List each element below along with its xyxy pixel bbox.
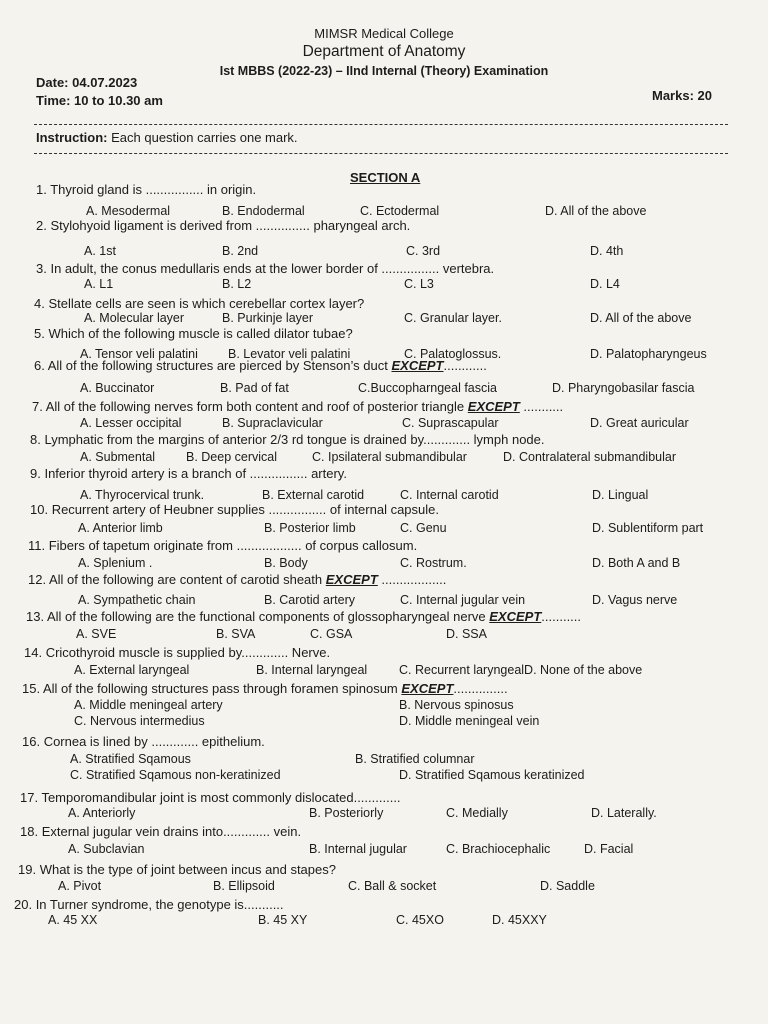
except-marker: EXCEPT [489,609,542,624]
question-text: Fibers of tapetum originate from .................. of corpus callosum. [48,538,418,553]
question-number: 13. [26,609,47,624]
answer-option: D. SSA [446,627,487,641]
question-number: 14. [24,645,46,660]
answer-option: B. Posterior limb [264,521,356,535]
question [24,645,330,660]
question-number: 2. [36,218,51,233]
answer-option: D. Lingual [592,488,649,502]
except-marker: EXCEPT [325,572,378,587]
question-text: Stylohyoid ligament is derived from ............... pharyngeal arch. [50,218,411,233]
answer-option: D. Saddle [540,879,595,893]
question-number: 15. [22,681,43,696]
question-number: 17. [20,790,42,805]
answer-option: B. Nervous spinosus [399,698,514,712]
answer-option: D. All of the above [545,204,647,218]
answer-option: B. Supraclavicular [222,416,323,430]
question [28,572,446,587]
answer-option: A. Sympathetic chain [78,593,196,607]
question [36,182,256,197]
answer-option: A. Tensor veli palatini [80,347,198,361]
answer-option: C. Granular layer. [404,311,502,325]
question-text: Cornea is lined by ............. epithelium. [43,734,265,749]
answer-option: A. Mesodermal [86,204,171,218]
answer-option: A. Buccinator [80,381,155,395]
question-text: Lymphatic from the margins of anterior 2/3 rd tongue is drained by............. lymph node. [44,432,545,447]
answer-option: C. Brachiocephalic [446,842,551,856]
question-number: 1. [36,182,51,197]
answer-option: A. Lesser occipital [80,416,182,430]
answer-option: A. Thyrocervical trunk. [80,488,205,502]
question-text: Which of the following muscle is called dilator tubae? [48,326,353,341]
answer-option: C. Medially [446,806,508,820]
answer-option: D. Great auricular [590,416,689,430]
answer-option: D. All of the above [590,311,692,325]
answer-option: A. 1st [84,244,116,258]
answer-option: D. Stratified Sqamous keratinized [399,768,585,782]
exam-time: Time: 10 to 10.30 am [36,93,163,108]
answer-option: B. Carotid artery [264,593,356,607]
except-marker: EXCEPT [391,358,444,373]
question-text: In Turner syndrome, the genotype is........... [35,897,284,912]
answer-option: A. Subclavian [68,842,145,856]
answer-option: C. L3 [404,277,434,291]
answer-option: B. Pad of fat [220,381,289,395]
question-number: 8. [30,432,45,447]
answer-option: D. Facial [584,842,634,856]
answer-option: B. 2nd [222,244,259,258]
question-number: 16. [22,734,44,749]
question [30,432,545,447]
answer-option: D. 45XXY [492,913,547,927]
question-text: Thyroid gland is ................ in origin. [50,182,257,197]
question-blank: ............ [443,358,487,373]
answer-option: C. Suprascapular [402,416,499,430]
answer-option: C. Ball & socket [348,879,437,893]
answer-option: B. SVA [216,627,256,641]
answer-option: A. Submental [80,450,156,464]
answer-option: D. L4 [590,277,620,291]
answer-option: D. Pharyngobasilar fascia [552,381,695,395]
question [34,296,364,311]
question-number: 4. [34,296,49,311]
answer-option: C. Internal jugular vein [400,593,526,607]
question-text: Stellate cells are seen is which cerebellar cortex layer? [48,296,365,311]
question-number: 19. [18,862,40,877]
question-text: All of the following structures pass through foramen spinosum [42,681,398,696]
answer-option: C. 3rd [406,244,441,258]
question-text: All of the following are the functional components of glossopharyngeal nerve [46,609,486,624]
question-text: Cricothyroid muscle is supplied by............. Nerve. [45,645,331,660]
section-title: SECTION A [350,170,421,185]
answer-option: B. Body [264,556,308,570]
answer-option: C. Internal carotid [400,488,499,502]
answer-option: B. 45 XY [258,913,308,927]
answer-option: D. Middle meningeal vein [399,714,540,728]
question [30,466,347,481]
answer-option: B. Levator veli palatini [228,347,351,361]
answer-option: B. Posteriorly [309,806,384,820]
except-marker: EXCEPT [401,681,454,696]
answer-option: A. Splenium . [78,556,153,570]
answer-option: A. L1 [84,277,114,291]
answer-option: D. Vagus nerve [592,593,678,607]
answer-option: A. Stratified Sqamous [70,752,191,766]
question-blank: ........... [541,609,582,624]
question-text: All of the following are content of carotid sheath [48,572,323,587]
answer-option: A. Middle meningeal artery [74,698,223,712]
instruction-label: Instruction: [36,130,108,145]
question [18,862,336,877]
answer-option: A. External laryngeal [74,663,190,677]
answer-option: A. SVE [76,627,117,641]
answer-option: A. Anteriorly [68,806,136,820]
question-text: In adult, the conus medullaris ends at the lower border of ................ vertebra. [50,261,495,276]
answer-option: C.Buccopharngeal fascia [358,381,497,395]
answer-option: D. Sublentiform part [592,521,704,535]
answer-option: D. Palatopharyngeus [590,347,707,361]
question-number: 7. [32,399,46,414]
question-text: External jugular vein drains into............. vein. [41,824,302,839]
question-text: Recurrent artery of Heubner supplies ................ of internal capsule. [51,502,439,517]
answer-option: B. Stratified columnar [355,752,475,766]
answer-option: A. Pivot [58,879,102,893]
question-blank: ........... [519,399,564,414]
question [20,790,401,805]
answer-option: C. 45XO [396,913,444,927]
question [36,261,494,276]
question-text: Temporomandibular joint is most commonly dislocated............. [41,790,401,805]
question-number: 11. [28,538,49,553]
question-blank: ............... [453,681,508,696]
question [14,897,284,912]
answer-option: D. Laterally. [591,806,657,820]
question [30,502,439,517]
question [36,218,410,233]
answer-option: A. 45 XX [48,913,98,927]
question-number: 5. [34,326,49,341]
answer-option: D. 4th [590,244,624,258]
question-text: All of the following structures are pierced by Stenson’s duct [47,358,388,373]
question [34,326,353,341]
answer-option: C. Ectodermal [360,204,440,218]
instruction-text: Each question carries one mark. [107,130,298,145]
question [32,399,563,414]
question-text: Inferior thyroid artery is a branch of ................ artery. [44,466,347,481]
department-title: Department of Anatomy [302,43,466,60]
question-number: 10. [30,502,52,517]
answer-option: B. Internal laryngeal [256,663,368,677]
answer-option: D. Contralateral submandibular [503,450,677,464]
answer-option: C. GSA [310,627,353,641]
question-number: 18. [20,824,42,839]
answer-option: B. Purkinje layer [222,311,314,325]
answer-option: B. Deep cervical [186,450,278,464]
answer-option: C. Stratified Sqamous non-keratinized [70,768,281,782]
answer-option: C. Rostrum. [400,556,467,570]
college-name: MIMSR Medical College [314,26,454,41]
answer-option: B. Internal jugular [309,842,407,856]
question [22,681,508,696]
question [34,358,487,373]
question-number: 12. [28,572,49,587]
question-number: 20. [14,897,36,912]
question-blank: .................. [377,572,447,587]
exam-title: Ist MBBS (2022-23) – IInd Internal (Theory) Examination [219,64,549,78]
question-number: 3. [36,261,51,276]
answer-option: A. Anterior limb [78,521,163,535]
answer-option: A. Molecular layer [84,311,185,325]
answer-option: C. Palatoglossus. [404,347,502,361]
question-number: 6. [34,358,48,373]
question-text: All of the following nerves form both content and roof of posterior triangle [45,399,465,414]
answer-option: D. Both A and B [592,556,681,570]
answer-option: B. Endodermal [222,204,305,218]
answer-option: C. Recurrent laryngealD. None of the above [399,663,643,677]
question [26,609,581,624]
question-number: 9. [30,466,45,481]
answer-option: C. Ipsilateral submandibular [312,450,467,464]
answer-option: B. L2 [222,277,252,291]
answer-option: C. Nervous intermedius [74,714,205,728]
except-marker: EXCEPT [467,399,520,414]
question [22,734,265,749]
answer-option: C. Genu [400,521,447,535]
question-text: What is the type of joint between incus and stapes? [39,862,336,877]
question [28,538,417,553]
answer-option: B. External carotid [262,488,365,502]
answer-option: B. Ellipsoid [213,879,275,893]
question [20,824,301,839]
exam-date: Date: 04.07.2023 [36,75,138,90]
exam-marks: Marks: 20 [652,88,712,103]
